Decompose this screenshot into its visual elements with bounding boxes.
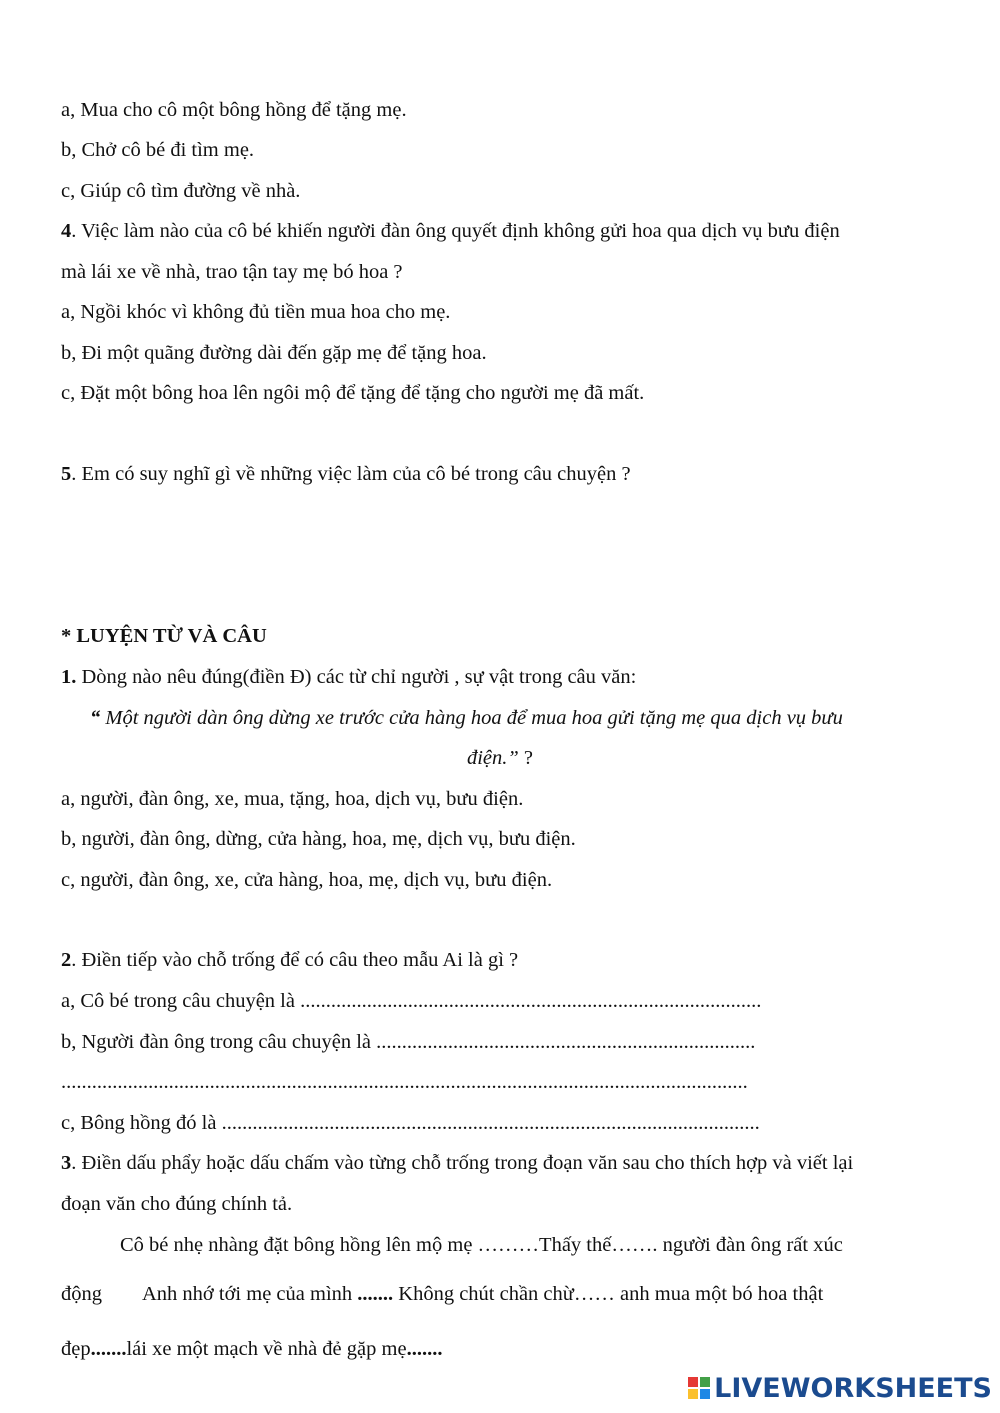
g-q2-line-a[interactable]: a, Cô bé trong câu chuyện là .......................................................................................... (61, 990, 762, 1012)
para-text-khong: Không chút chần chừ…… anh mua một bó hoa thật (393, 1283, 824, 1305)
logo-text: LIVEWORKSHEETS (714, 1372, 992, 1404)
g-q2-number: 2 (61, 949, 72, 971)
para-text-lai: lái xe một mạch về nhà đẻ gặp mẹ (126, 1338, 407, 1360)
q3-option-a: a, Mua cho cô một bông hồng để tặng mẹ. (61, 99, 407, 121)
g-q3-number: 3 (61, 1152, 72, 1174)
q4-number: 4 (61, 220, 72, 242)
quote-text-2: điện.” (466, 747, 519, 769)
q5-text: . Em có suy nghĩ gì về những việc làm của cô bé trong câu chuyện ? (71, 463, 631, 485)
q4-option-c: c, Đặt một bông hoa lên ngôi mộ để tặng để tặng cho người mẹ đã mất. (61, 382, 645, 404)
g-q3-question (61, 1150, 853, 1176)
section-heading: * LUYỆN TỪ VÀ CÂU (61, 625, 267, 647)
g-q1-quote-line2 (0, 745, 1000, 771)
g-q1-quote-line1 (90, 705, 843, 731)
logo-icon (688, 1377, 710, 1399)
q5-question (61, 461, 631, 487)
liveworksheets-logo (688, 1373, 992, 1403)
para-text-anh: Anh nhớ tới mẹ của mình (142, 1283, 353, 1305)
g-q2-question (61, 947, 518, 973)
g-q1-text: Dòng nào nêu đúng(điền Đ) các từ chỉ người , sự vật trong câu văn: (76, 666, 637, 688)
blank-dots[interactable]: ....... (352, 1283, 394, 1305)
quote-tail: ? (518, 747, 534, 769)
paragraph-line-1: Cô bé nhẹ nhàng đặt bông hồng lên mộ mẹ ………Thấy thế……. người đàn ông rất xúc (120, 1234, 843, 1256)
g-q3-question-cont: đoạn văn cho đúng chính tả. (61, 1193, 293, 1215)
q4-question (61, 218, 840, 244)
g-q3-text: . Điền dấu phẩy hoặc dấu chấm vào từng chỗ trống trong đoạn văn sau cho thích hợp và viết lại (71, 1152, 854, 1174)
g-q1-option-c: c, người, đàn ông, xe, cửa hàng, hoa, mẹ, dịch vụ, bưu điện. (61, 869, 553, 891)
g-q2-line-b[interactable]: b, Người đàn ông trong câu chuyện là .......................................................................... (61, 1031, 756, 1053)
g-q2-text: . Điền tiếp vào chỗ trống để có câu theo mẫu Ai là gì ? (71, 949, 519, 971)
quote-open-mark: “ (90, 707, 101, 729)
para-word-dep: đẹp (61, 1338, 91, 1360)
g-q1-option-a: a, người, đàn ông, xe, mua, tặng, hoa, dịch vụ, bưu điện. (61, 788, 524, 810)
g-q2-line-c[interactable]: c, Bông hồng đó là ......................................................................................................... (61, 1112, 760, 1134)
quote-text-1: Một người dàn ông dừng xe trước cửa hàng hoa để mua hoa gửi tặng mẹ qua dịch vụ bưu (100, 707, 843, 729)
g-q2-line-b-cont[interactable]: ...................................................................................................................................... (61, 1071, 748, 1093)
q4-text: . Việc làm nào của cô bé khiến người đàn ông quyết định không gửi hoa qua dịch vụ bưu điện (71, 220, 840, 242)
g-q1-number: 1. (61, 666, 77, 688)
g-q1-question (61, 664, 636, 690)
paragraph-line-3 (61, 1336, 442, 1362)
para-word-dong: động (61, 1283, 102, 1305)
q4-option-a: a, Ngồi khóc vì không đủ tiền mua hoa cho mẹ. (61, 301, 451, 323)
paragraph-line-2 (61, 1281, 823, 1307)
blank-dots[interactable]: ....... (406, 1338, 443, 1360)
blank-dots[interactable]: ....... (90, 1338, 127, 1360)
q4-question-cont: mà lái xe về nhà, trao tận tay mẹ bó hoa ? (61, 261, 403, 283)
q5-number: 5 (61, 463, 72, 485)
q3-option-b: b, Chở cô bé đi tìm mẹ. (61, 139, 255, 161)
g-q1-option-b: b, người, đàn ông, dừng, cửa hàng, hoa, mẹ, dịch vụ, bưu điện. (61, 828, 576, 850)
q4-option-b: b, Đi một quãng đường dài đến gặp mẹ để tặng hoa. (61, 342, 487, 364)
q3-option-c: c, Giúp cô tìm đường về nhà. (61, 180, 301, 202)
